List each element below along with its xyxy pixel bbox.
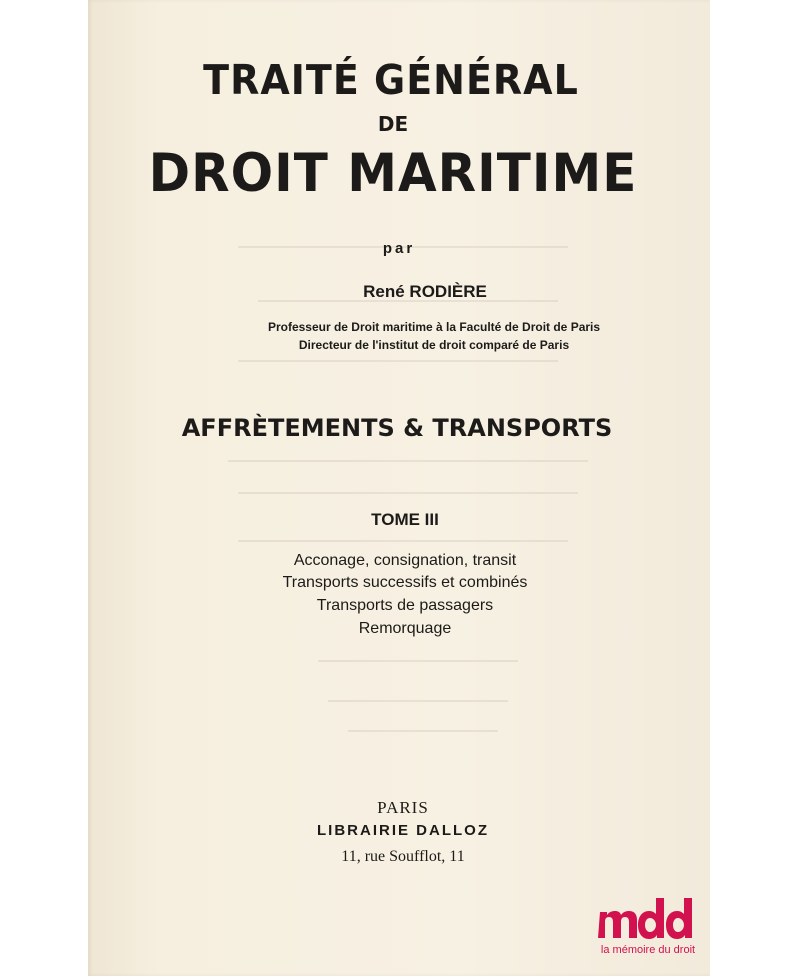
show-through-line [328,700,508,702]
publisher-address: 11, rue Soufflot, 11 [341,848,465,865]
volume-number: TOME III [371,510,439,529]
show-through-line [238,360,558,362]
volume-topic: Transports de passagers [316,597,494,614]
book-title-line-2: DROIT MARITIME [148,142,638,204]
volume-topic: Acconage, consignation, transit [293,552,517,569]
author-affiliation-2: Directeur de l'institut de droit comparé de Paris [298,338,570,352]
book-title-connector: DE [377,112,409,136]
publisher-name: LIBRAIRIE DALLOZ [317,822,489,839]
book-subject: AFFRÈTEMENTS & TRANSPORTS [181,414,613,442]
show-through-line [238,540,568,542]
byline-label: par [382,240,416,257]
volume-topic: Transports successifs et combinés [282,574,528,591]
author-name: René RODIÈRE [363,282,487,301]
publication-city: PARIS [377,798,429,817]
logo-tagline: la mémoire du droit [600,944,696,956]
show-through-line [228,460,588,462]
author-affiliation-1: Professeur de Droit maritime à la Faculté de Droit de Paris [267,320,601,334]
book-title-line-1: TRAITÉ GÉNÉRAL [203,56,579,104]
show-through-line [238,492,578,494]
show-through-line [348,730,498,732]
title-page [88,0,710,976]
show-through-line [318,660,518,662]
volume-topic: Remorquage [358,620,452,637]
